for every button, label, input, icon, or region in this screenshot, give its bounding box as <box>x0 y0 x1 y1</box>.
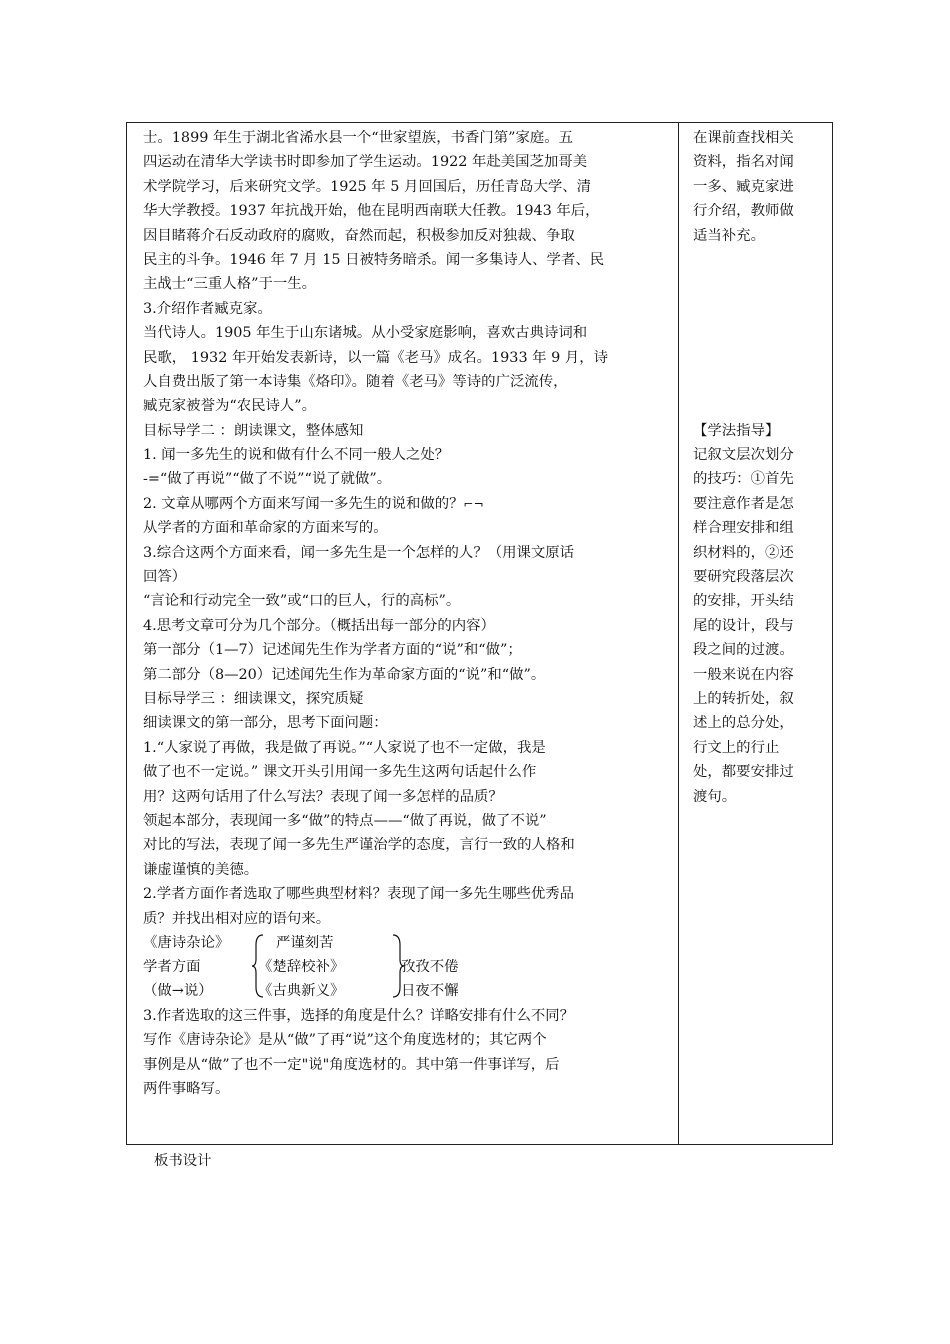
text-line: 当代诗人。1905 年生于山东诸城。从小受家庭影响，喜欢古典诗词和 <box>143 325 588 342</box>
diagram-left-top: 《唐诗杂论》 <box>143 934 230 951</box>
diagram-quality-bot: 日夜不懈 <box>401 982 459 999</box>
text-line: 领起本部分，表现闻一多“做”的特点——“做了再说，做了不说” <box>143 812 547 829</box>
section-heading: 目标导学三 ：细读课文，探究质疑 <box>143 690 364 707</box>
side-line: 渡句。 <box>693 788 737 805</box>
text-line: 人自费出版了第一本诗集《烙印》。随着《老马》等诗的广泛流传， <box>143 373 568 390</box>
text-line: 对比的写法，表现了闻一多先生严谨治学的态度，言行一致的人格和 <box>143 837 575 854</box>
diagram-left-bot: （做→说） <box>143 982 213 999</box>
text-line: 从学者的方面和革命家的方面来写的。 <box>143 520 388 537</box>
text-line: 用？这两句话用了什么写法？表现了闻一多怎样的品质？ <box>143 788 503 805</box>
diagram-work-mid: 《楚辞校补》 <box>258 958 345 975</box>
text-line: 3.综合这两个方面来看，闻一多先生是一个怎样的人？（用课文原话 <box>143 544 575 561</box>
text-line: 两件事略写。 <box>143 1081 230 1098</box>
side-line: 要研究段落层次 <box>693 569 794 586</box>
side-line: 段之间的过渡。 <box>693 642 794 659</box>
side-line: 上的转折处，叙 <box>693 690 794 707</box>
text-line: 4.思考文章可分为几个部分。（概括出每一部分的内容） <box>143 617 495 634</box>
text-line: 3.介绍作者臧克家。 <box>143 300 272 317</box>
side-line: 一般来说在内容 <box>693 666 794 683</box>
text-line: 细读课文的第一部分，思考下面问题： <box>143 715 388 732</box>
text-line: 士。1899 年生于湖北省浠水县一个“世家望族，书香门第”家庭。五 <box>143 130 574 146</box>
text-line: 四运动在清华大学读书时即参加了学生运动。1922 年赴美国芝加哥美 <box>143 154 588 171</box>
text-line: “言论和行动完全一致”或“口的巨人，行的高标”。 <box>143 593 461 610</box>
text-line: 1. 闻一多先生的说和做有什么不同一般人之处？ <box>143 447 450 464</box>
side-line: 行文上的行止 <box>693 739 780 756</box>
side-line: 要注意作者是怎 <box>693 495 794 512</box>
text-line: 写作《唐诗杂论》是从“做”了再“说”这个角度选材的；其它两个 <box>143 1032 547 1049</box>
text-line: 因目睹蒋介石反动政府的腐败，奋然而起，积极参加反对独裁、争取 <box>143 227 575 244</box>
section-heading: 目标导学二 ：朗读课文，整体感知 <box>143 422 364 439</box>
board-design-label: 板书设计 <box>154 1153 212 1169</box>
text-line: 第二部分（8—20）记述闻先生作为革命家方面的“说”和“做”。 <box>143 666 546 683</box>
scholar-diagram <box>143 931 668 1004</box>
side-line: 记叙文层次划分 <box>693 447 794 464</box>
side-column <box>693 126 825 809</box>
diagram-work-bot: 《古典新义》 <box>258 982 345 999</box>
text-line: 臧克家被誉为“农民诗人”。 <box>143 398 317 415</box>
text-line: 做了也不一定说。” 课文开头引用闻一多先生这两句话起什么作 <box>143 764 537 781</box>
main-column <box>143 126 668 1101</box>
side-line: 处，都要安排过 <box>693 764 794 781</box>
lesson-table <box>126 122 833 1145</box>
side-line: 尾的设计，段与 <box>693 617 794 634</box>
text-line: 2.学者方面作者选取了哪些典型材料？表现了闻一多先生哪些优秀品 <box>143 886 575 903</box>
diagram-quality-top: 严谨刻苦 <box>276 934 334 951</box>
text-line: 民主的斗争。1946 年 7 月 15 日被特务暗杀。闻一多集诗人、学者、民 <box>143 251 605 268</box>
insert-mark: ⌐¬ <box>463 496 484 511</box>
text-span: 2. 文章从哪两个方面来写闻一多先生的说和做的？ <box>143 495 464 512</box>
diagram-left-mid: 学者方面 <box>143 958 201 975</box>
text-line: 华大学教授。1937 年抗战开始，他在昆明西南联大任教。1943 年后， <box>143 203 600 220</box>
text-line: 回答） <box>143 569 187 586</box>
text-line: 术学院学习，后来研究文学。1925 年 5 月回国后，历任青岛大学、清 <box>143 178 592 195</box>
side-line: 资料，指名对闻 <box>693 154 794 171</box>
text-line: 1.“人家说了再做，我是做了再说。”“人家说了也不一定做，我是 <box>143 739 546 756</box>
side-line: 样合理安排和组 <box>693 520 794 537</box>
text-line: 主战士“三重人格”于一生。 <box>143 276 317 293</box>
side-line: 的技巧：①首先 <box>693 471 794 488</box>
text-line: -=“做了再说”“做了不说”“说了就做”。 <box>143 471 392 488</box>
text-line: 质？并找出相对应的语句来。 <box>143 910 331 927</box>
text-line: 谦虚谨慎的美德。 <box>143 861 259 878</box>
side-heading: 【学法指导】 <box>693 422 780 439</box>
text-line <box>143 492 668 516</box>
text-line: 3.作者选取的这三件事，选择的角度是什么？详略安排有什么不同？ <box>143 1007 575 1024</box>
diagram-quality-mid: 孜孜不倦 <box>401 958 459 975</box>
side-line: 述上的总分处， <box>693 715 794 732</box>
side-line: 在课前查找相关 <box>693 130 794 146</box>
text-line: 民歌， 1932 年开始发表新诗，以一篇《老马》成名。1933 年 9 月，诗 <box>143 349 609 366</box>
side-line: 织材料的，②还 <box>693 544 794 561</box>
side-line: 行介绍，教师做 <box>693 203 794 220</box>
text-line: 事例是从“做”了也不一定"说"角度选材的。其中第一件事详写，后 <box>143 1056 560 1073</box>
side-line: 适当补充。 <box>693 227 765 244</box>
side-line: 的安排，开头结 <box>693 593 794 610</box>
text-line: 第一部分（1—7）记述闻先生作为学者方面的“说”和“做”； <box>143 642 522 659</box>
column-divider <box>678 123 679 1144</box>
side-line: 一多、臧克家进 <box>693 178 794 195</box>
